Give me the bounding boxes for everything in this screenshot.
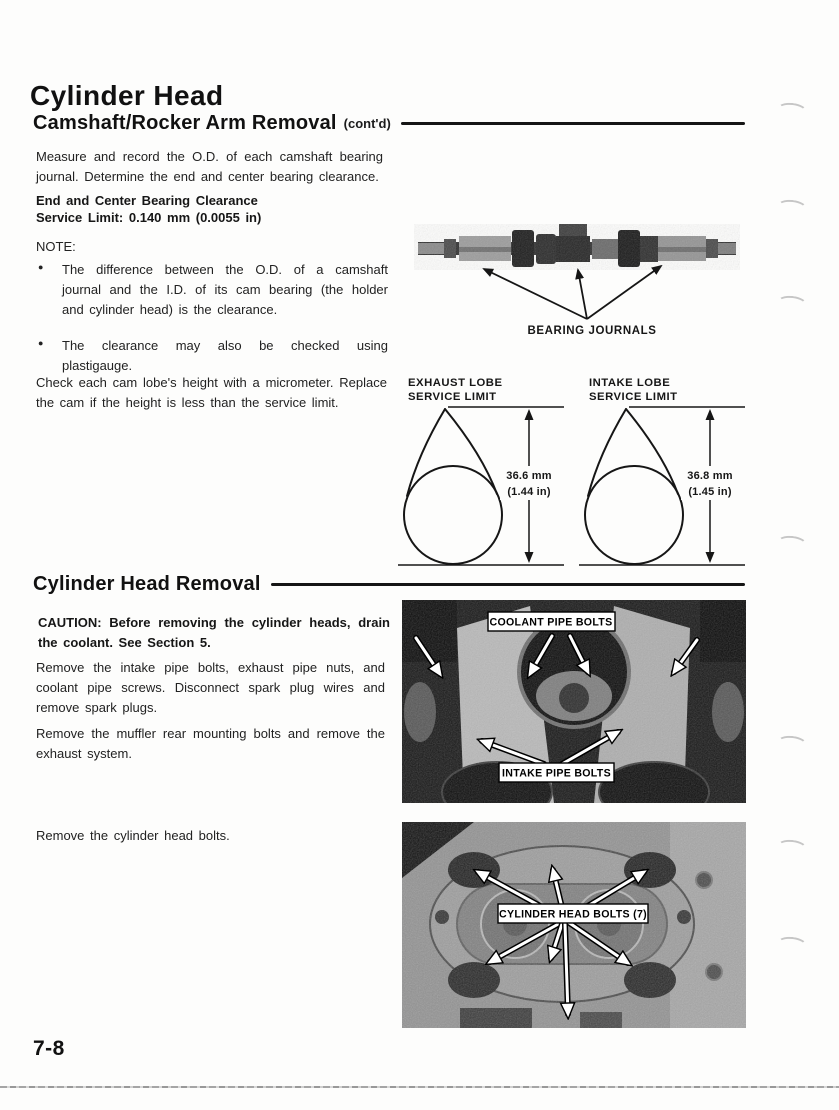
binder-ring-mark — [776, 294, 807, 312]
note-list — [36, 260, 388, 376]
para-remove-muffler: Remove the muffler rear mounting bolts and remove the exhaust system. — [36, 726, 385, 762]
contd-label: (cont'd) — [343, 116, 391, 131]
lobe-diagram-intake — [577, 372, 751, 575]
caution-text: CAUTION: Before removing the cylinder heads, drain the coolant. See Section 5. — [38, 615, 390, 651]
spec-block — [36, 193, 396, 227]
callout-label-intake — [499, 763, 614, 782]
binder-ring-mark — [776, 534, 807, 552]
callout-label-head-bolts — [498, 904, 648, 923]
camshaft-figure — [404, 224, 750, 342]
binder-ring-mark — [776, 198, 807, 216]
note-item: ● The difference between the O.D. of a camshaft journal and the I.D. of its cam bearing (the holder and cylinder head) is the clearance. — [36, 260, 388, 320]
heading-rule — [401, 122, 745, 125]
callout-arrow — [565, 924, 568, 1014]
section-heading-text: Camshaft/Rocker Arm Removal — [33, 112, 337, 134]
lobe-title-line2: SERVICE LIMIT — [408, 391, 497, 403]
photo-engine-v — [402, 600, 746, 808]
cam-lobe-outline — [404, 409, 502, 564]
section-heading-removal — [33, 573, 745, 596]
dimension-value-in: (1.45 in) — [688, 486, 732, 498]
para-remove-pipes: Remove the intake pipe bolts, exhaust pipe nuts, and coolant pipe screws. Disconnect spark plug wires and remove spark plugs. — [36, 660, 385, 716]
note-item: ● The clearance may also be checked using plastigauge. — [36, 336, 388, 376]
binder-ring-mark — [776, 838, 807, 856]
lobe-title-line1: EXHAUST LOBE — [408, 377, 503, 389]
callout-label-text: INTAKE PIPE BOLTS — [502, 767, 611, 780]
dimension-value-mm: 36.8 mm — [687, 470, 733, 482]
photo-cylinder-head — [402, 822, 746, 1033]
binder-ring-mark — [776, 935, 807, 953]
bearing-journal-arrows — [484, 266, 661, 319]
callout-label-coolant — [488, 612, 615, 631]
callout-label-text: COOLANT PIPE BOLTS — [489, 616, 613, 629]
dimension-value-in: (1.44 in) — [507, 486, 551, 498]
para-measure: Measure and record the O.D. of each camshaft bearing journal. Determine the end and center bearing clearance. — [36, 149, 383, 185]
spec-clearance-title: End and Center Bearing Clearance — [36, 193, 258, 208]
spec-service-limit: Service Limit: 0.140 mm (0.0055 in) — [36, 209, 262, 225]
section-heading-text: Cylinder Head Removal — [33, 573, 261, 595]
bottom-page-edge — [0, 1086, 839, 1088]
lobe-diagram-exhaust — [396, 372, 570, 575]
lobe-title-line2: SERVICE LIMIT — [589, 391, 678, 403]
callout-label-text: CYLINDER HEAD BOLTS (7) — [499, 908, 647, 921]
binder-ring-mark — [776, 101, 807, 119]
note-block — [36, 237, 388, 391]
bearing-journals-caption: BEARING JOURNALS — [527, 325, 657, 337]
section-heading-camshaft — [33, 112, 745, 135]
binder-ring-mark — [776, 734, 807, 752]
para-check-lobe: Check each cam lobe's height with a micrometer. Replace the cam if the height is less than the service limit. — [36, 375, 387, 411]
camshaft-photo — [404, 224, 750, 342]
heading-rule — [271, 583, 745, 586]
para-remove-head-bolts: Remove the cylinder head bolts. — [36, 828, 230, 843]
note-label: NOTE: — [36, 239, 76, 254]
lobe-title-line1: INTAKE LOBE — [589, 377, 671, 389]
page-title: Cylinder Head — [30, 80, 224, 111]
dimension-value-mm: 36.6 mm — [506, 470, 552, 482]
page-number: 7-8 — [33, 1037, 65, 1060]
cam-lobe-outline — [585, 409, 683, 564]
